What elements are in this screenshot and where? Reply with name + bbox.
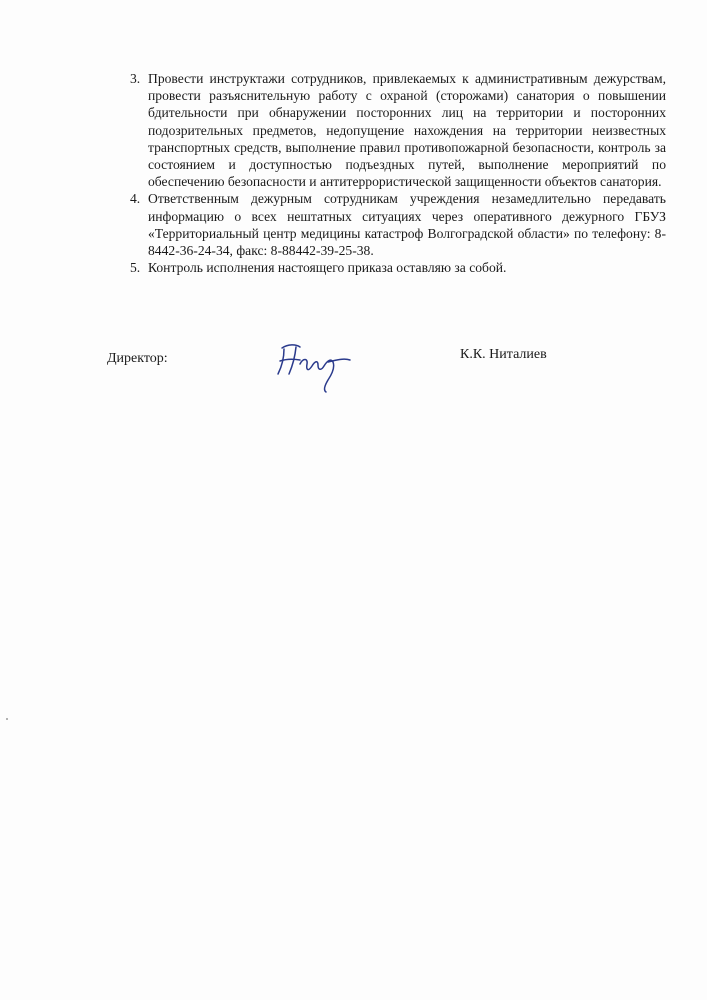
scan-speck: [6, 718, 8, 720]
director-label: Директор:: [107, 351, 168, 366]
item-text: Провести инструктажи сотрудников, привлекаемых к административным дежурствам, провести разъяснительную работу с охраной (сторожами) санатория о повышении бдительности при обнаружении посторонних лиц на территории и посторонних подозрительных предметов, недопущение нахождения на территории неизвестных транспортных средств, выполнение правил противопожарной безопасности, контроль за состоянием и доступностью подъездных путей, выполнение мероприятий по обеспечению безопасности и антитеррористической защищенности объектов санатория.: [148, 71, 666, 190]
director-name: К.К. Ниталиев: [460, 347, 547, 362]
item-number: 5.: [130, 260, 141, 276]
item-number: 3.: [130, 71, 141, 86]
item-number: 4.: [130, 191, 141, 207]
list-item-3: [124, 70, 666, 190]
item-text: Ответственным дежурным сотрудникам учреждения незамедлительно передавать информацию о всех нештатных ситуациях через оперативного дежурного ГБУЗ «Территориальный центр медицины катастроф Волгоградской области» по телефону: 8-8442-36-24-34, факс: 8-88442-39-25-38.: [148, 191, 666, 259]
handwritten-signature: [270, 340, 370, 396]
list-item-4: [124, 190, 666, 259]
item-text: Контроль исполнения настоящего приказа оставляю за собой.: [148, 260, 507, 276]
signature-row: [0, 340, 707, 400]
list-item-5: [124, 259, 666, 276]
order-items-list: [124, 70, 666, 276]
